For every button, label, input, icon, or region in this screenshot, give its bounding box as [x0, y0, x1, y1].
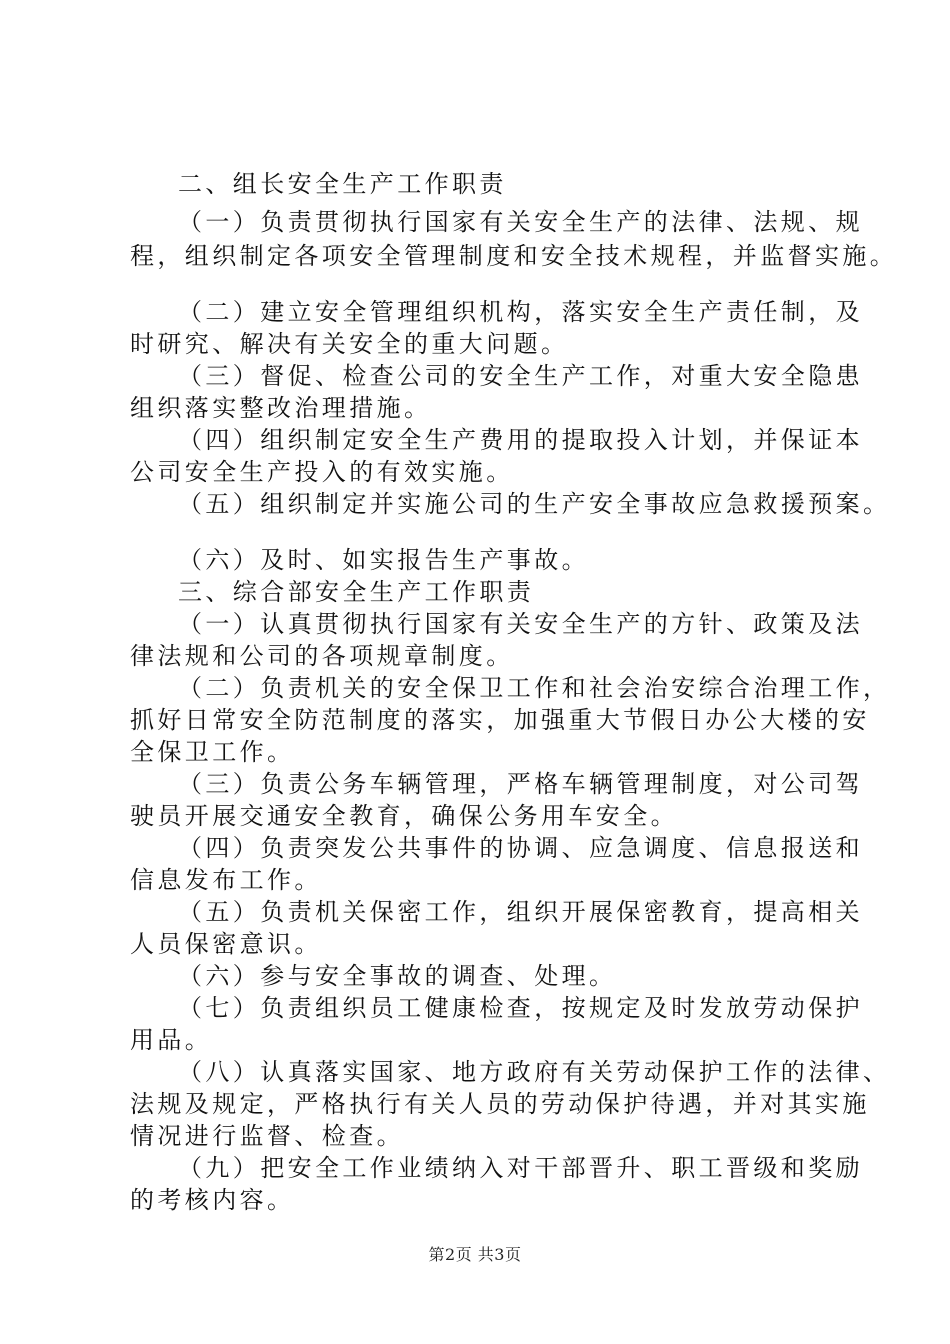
paragraph-line: （四）负责突发公共事件的协调、应急调度、信息报送和: [178, 834, 863, 862]
paragraph-line: 驶员开展交通安全教育，确保公务用车安全。: [130, 802, 678, 830]
paragraph-line: 公司安全生产投入的有效实施。: [130, 458, 514, 486]
paragraph-line: 信息发布工作。: [130, 866, 322, 894]
paragraph-line: （五）组织制定并实施公司的生产安全事故应急救援预案。: [178, 490, 891, 518]
paragraph-line: 法规及规定，严格执行有关人员的劳动保护待遇，并对其实施: [130, 1090, 870, 1118]
paragraph-line: （二）负责机关的安全保卫工作和社会治安综合治理工作，: [178, 674, 891, 702]
paragraph-line: 人员保密意识。: [130, 930, 322, 958]
paragraph-line: 时研究、解决有关安全的重大问题。: [130, 330, 569, 358]
paragraph-line: （一）认真贯彻执行国家有关安全生产的方针、政策及法: [178, 610, 863, 638]
paragraph-line: 抓好日常安全防范制度的落实，加强重大节假日办公大楼的安: [130, 706, 870, 734]
paragraph-line: （一）负责贯彻执行国家有关安全生产的法律、法规、规: [178, 208, 863, 236]
paragraph-line: 组织落实整改治理措施。: [130, 394, 432, 422]
paragraph-line: （八）认真落实国家、地方政府有关劳动保护工作的法律、: [178, 1058, 891, 1086]
paragraph-line: 的考核内容。: [130, 1186, 295, 1214]
paragraph-line: （六）参与安全事故的调查、处理。: [178, 962, 617, 990]
paragraph-line: （七）负责组织员工健康检查，按规定及时发放劳动保护: [178, 994, 863, 1022]
page-number-footer: 第2页 共3页: [428, 1245, 522, 1264]
paragraph-line: 情况进行监督、检查。: [130, 1122, 404, 1150]
section-heading-3: 三、综合部安全生产工作职责: [178, 578, 535, 606]
paragraph-line: （三）负责公务车辆管理，严格车辆管理制度，对公司驾: [178, 770, 863, 798]
paragraph-line: 程，组织制定各项安全管理制度和安全技术规程，并监督实施。: [130, 242, 898, 270]
paragraph-line: （四）组织制定安全生产费用的提取投入计划，并保证本: [178, 426, 863, 454]
paragraph-line: （九）把安全工作业绩纳入对干部晋升、职工晋级和奖励: [178, 1154, 863, 1182]
paragraph-line: 用品。: [130, 1026, 213, 1054]
paragraph-line: 律法规和公司的各项规章制度。: [130, 642, 514, 670]
paragraph-line: （六）及时、如实报告生产事故。: [178, 546, 589, 574]
paragraph-line: （二）建立安全管理组织机构，落实安全生产责任制，及: [178, 298, 863, 326]
paragraph-line: 全保卫工作。: [130, 738, 295, 766]
section-heading-2: 二、组长安全生产工作职责: [178, 170, 507, 198]
paragraph-line: （五）负责机关保密工作，组织开展保密教育，提高相关: [178, 898, 863, 926]
paragraph-line: （三）督促、检查公司的安全生产工作，对重大安全隐患: [178, 362, 863, 390]
